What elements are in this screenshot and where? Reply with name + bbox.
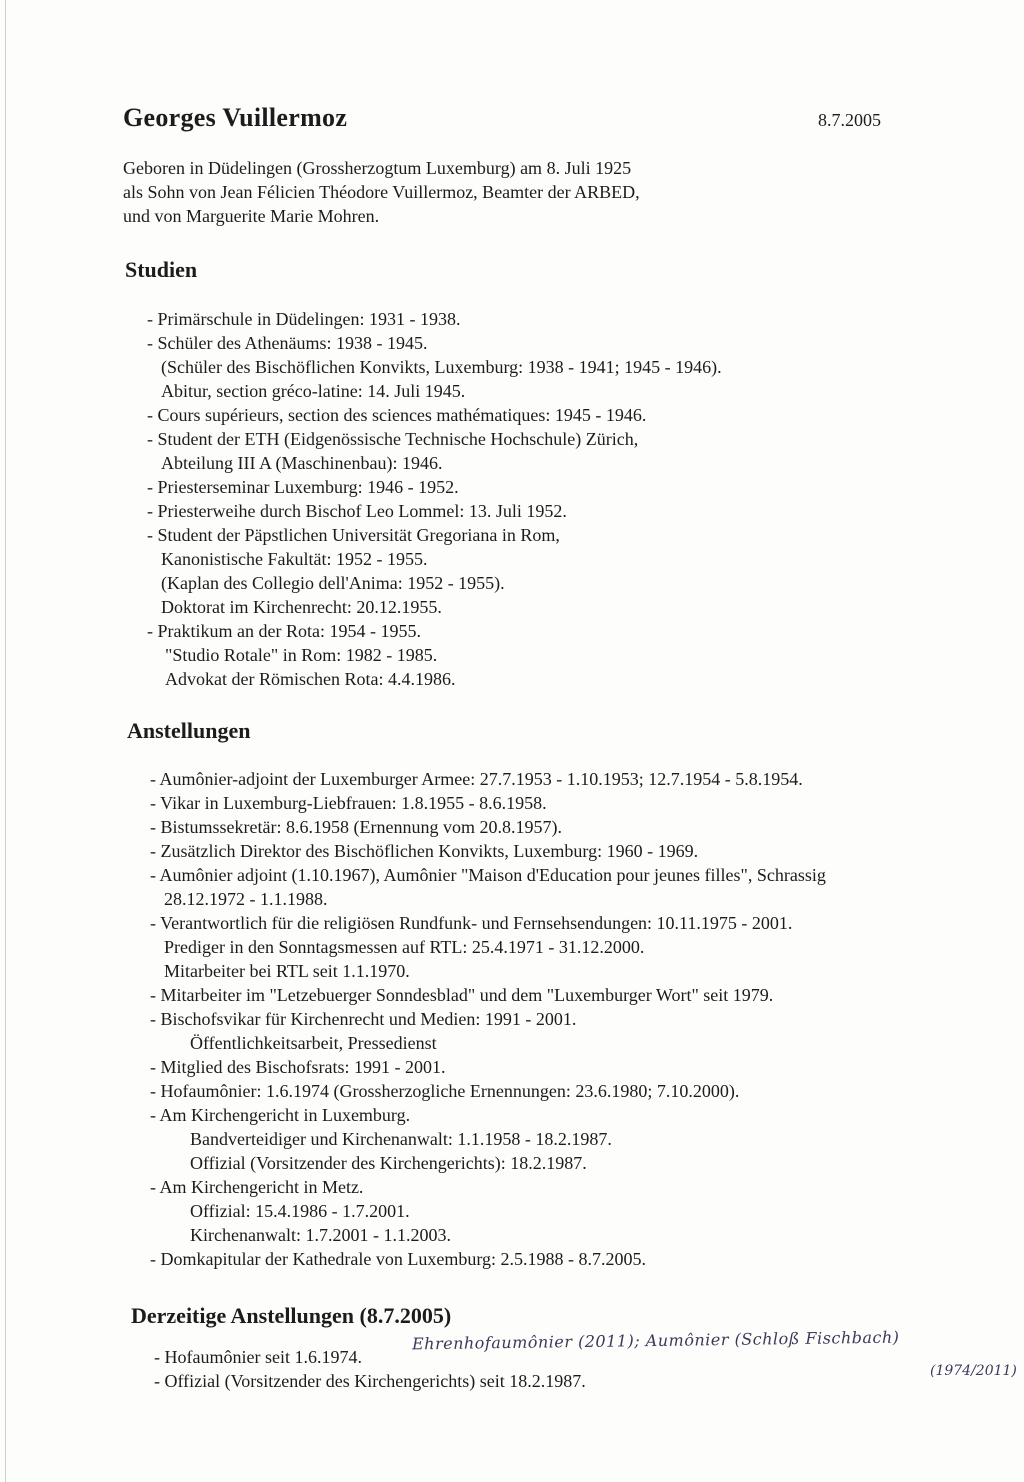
list-item: - Domkapitular der Kathedrale von Luxemburg: 2.5.1988 - 8.7.2005.: [150, 1249, 647, 1269]
list-item: - Bischofsvikar für Kirchenrecht und Medien: 1991 - 2001.: [150, 1009, 577, 1029]
list-item: (Schüler des Bischöflichen Konvikts, Luxemburg: 1938 - 1941; 1945 - 1946).: [161, 357, 722, 377]
list-item: - Mitarbeiter im "Letzebuerger Sonndesblad" und dem "Luxemburger Wort" seit 1979.: [150, 985, 774, 1005]
list-item: - Priesterweihe durch Bischof Leo Lommel: 13. Juli 1952.: [147, 501, 567, 521]
list-item: Advokat der Römischen Rota: 4.4.1986.: [165, 669, 456, 689]
list-item: - Offizial (Vorsitzender des Kirchengerichts) seit 18.2.1987.: [154, 1371, 586, 1391]
list-item: - Student der Päpstlichen Universität Gregoriana in Rom,: [147, 525, 560, 545]
list-item: - Priesterseminar Luxemburg: 1946 - 1952.: [147, 477, 459, 497]
intro-line: Geboren in Düdelingen (Grossherzogtum Luxemburg) am 8. Juli 1925: [123, 158, 632, 178]
list-item: - Praktikum an der Rota: 1954 - 1955.: [147, 621, 421, 641]
anstellungen-list: [150, 767, 826, 1271]
intro-line: als Sohn von Jean Félicien Théodore Vuillermoz, Beamter der ARBED,: [123, 182, 640, 202]
section-heading-derzeitige: Derzeitige Anstellungen (8.7.2005): [131, 1303, 452, 1328]
list-item: Kanonistische Fakultät: 1952 - 1955.: [161, 549, 428, 569]
list-item: - Hofaumônier: 1.6.1974 (Grossherzogliche Ernennungen: 23.6.1980; 7.10.2000).: [150, 1081, 740, 1101]
list-item: Offizial: 15.4.1986 - 1.7.2001.: [190, 1201, 410, 1221]
list-item: - Bistumssekretär: 8.6.1958 (Ernennung vom 20.8.1957).: [150, 817, 562, 837]
document-date: 8.7.2005: [818, 110, 881, 130]
section-heading-anstellungen: Anstellungen: [127, 718, 251, 743]
list-item: Bandverteidiger und Kirchenanwalt: 1.1.1958 - 18.2.1987.: [190, 1129, 612, 1149]
derzeitige-list: [154, 1345, 586, 1393]
list-item: - Primärschule in Düdelingen: 1931 - 1938.: [147, 309, 461, 329]
list-item: (Kaplan des Collegio dell'Anima: 1952 - 1955).: [161, 573, 505, 593]
list-item: - Student der ETH (Eidgenössische Technische Hochschule) Zürich,: [147, 429, 639, 449]
list-item: - Hofaumônier seit 1.6.1974.: [154, 1347, 362, 1367]
list-item: - Verantwortlich für die religiösen Rundfunk- und Fernsehsendungen: 10.11.1975 - 2001.: [150, 913, 793, 933]
list-item: Öffentlichkeitsarbeit, Pressedienst: [190, 1033, 437, 1053]
list-item: Mitarbeiter bei RTL seit 1.1.1970.: [164, 961, 410, 981]
list-item: - Zusätzlich Direktor des Bischöflichen Konvikts, Luxemburg: 1960 - 1969.: [150, 841, 699, 861]
list-item: Doktorat im Kirchenrecht: 20.12.1955.: [161, 597, 442, 617]
handwritten-note: Ehrenhofaumônier (2011); Aumônier (Schloß Fischbach): [411, 1327, 900, 1354]
list-item: - Cours supérieurs, section des sciences mathématiques: 1945 - 1946.: [147, 405, 647, 425]
list-item: "Studio Rotale" in Rom: 1982 - 1985.: [165, 645, 438, 665]
list-item: - Aumônier-adjoint der Luxemburger Armee: 27.7.1953 - 1.10.1953; 12.7.1954 - 5.8.1954.: [150, 769, 803, 789]
document-title: Georges Vuillermoz: [123, 103, 348, 132]
list-item: - Schüler des Athenäums: 1938 - 1945.: [147, 333, 428, 353]
list-item: 28.12.1972 - 1.1.1988.: [164, 889, 328, 909]
list-item: Kirchenanwalt: 1.7.2001 - 1.1.2003.: [190, 1225, 451, 1245]
list-item: Prediger in den Sonntagsmessen auf RTL: 25.4.1971 - 31.12.2000.: [164, 937, 645, 957]
section-heading-studien: Studien: [125, 257, 198, 282]
list-item: Abteilung III A (Maschinenbau): 1946.: [161, 453, 443, 473]
studien-list: [147, 307, 722, 691]
intro-line: und von Marguerite Marie Mohren.: [123, 206, 380, 226]
intro-paragraph: [123, 156, 640, 228]
list-item: - Mitglied des Bischofsrats: 1991 - 2001.: [150, 1057, 446, 1077]
list-item: - Vikar in Luxemburg-Liebfrauen: 1.8.1955 - 8.6.1958.: [150, 793, 547, 813]
list-item: Offizial (Vorsitzender des Kirchengerichts): 18.2.1987.: [190, 1153, 587, 1173]
handwritten-note-years: (1974/2011): [930, 1363, 1017, 1379]
scan-edge-line: [5, 0, 6, 1482]
list-item: - Am Kirchengericht in Luxemburg.: [150, 1105, 411, 1125]
list-item: - Aumônier adjoint (1.10.1967), Aumônier "Maison d'Education pour jeunes filles", Schrassig: [150, 865, 826, 885]
list-item: Abitur, section gréco-latine: 14. Juli 1945.: [161, 381, 466, 401]
list-item: - Am Kirchengericht in Metz.: [150, 1177, 364, 1197]
